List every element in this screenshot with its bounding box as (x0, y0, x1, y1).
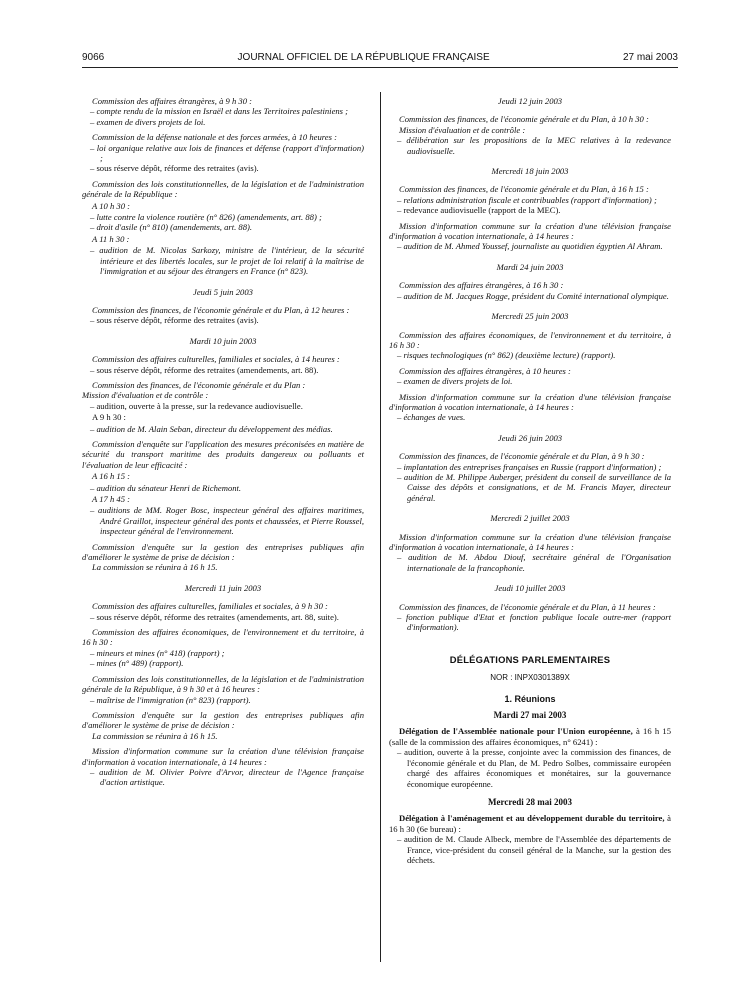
agenda-entry (389, 280, 671, 301)
meeting-entry (389, 813, 671, 865)
agenda-entry (389, 532, 671, 574)
entry-title: Commission des finances, de l'économie générale et du Plan, à 9 h 30 : (399, 451, 645, 462)
left-column (82, 96, 364, 793)
entry-subtitle: Mission d'évaluation et de contrôle : (82, 390, 209, 401)
agenda-entry (82, 380, 364, 434)
agenda-item: – sous réserve dépôt, réforme des retraites (avis). (90, 163, 259, 174)
date-heading: Mardi 10 juin 2003 (189, 335, 257, 346)
entry-title: Commission des finances, de l'économie générale et du Plan, à 10 h 30 : (399, 114, 649, 125)
entry-title: Commission des affaires étrangères, à 9 h 30 : (92, 96, 253, 106)
agenda-item: – audition de M. Ahmed Youssef, journaliste au quotidien égyptien Al Ahram. (397, 241, 663, 252)
agenda-item: – examen de divers projets de loi. (90, 116, 206, 127)
date-heading: Mercredi 2 juillet 2003 (490, 513, 570, 524)
agenda-item: – compte rendu de la mission en Israël et dans les Territoires palestiniens ; (90, 106, 349, 117)
entry-title: Commission des finances, de l'économie générale et du Plan, à 11 heures : (399, 601, 656, 612)
agenda-item: – relations administration fiscale et contribuables (rapport d'information) ; (397, 194, 657, 205)
meeting-entry (389, 726, 671, 788)
date-heading: Mercredi 18 juin 2003 (491, 166, 569, 177)
date-heading: Jeudi 26 juin 2003 (497, 432, 563, 443)
entry-title: Commission des affaires économiques, de l'environnement et du territoire, à 16 h 30 : (82, 627, 364, 648)
agenda-entry (389, 330, 671, 361)
agenda-item: – sous réserve dépôt, réforme des retraites (avis). (90, 315, 259, 326)
agenda-item: – audition de M. Nicolas Sarkozy, ministre de l'intérieur, de la sécurité intérieure et des libertés locales, sur le projet de loi relatif à la maîtrise de l'immigration et au séjour des étrangers en France (n° 823). (90, 245, 364, 277)
agenda-entry (389, 392, 671, 423)
agenda-item: – sous réserve dépôt, réforme des retraites (amendements, art. 88, suite). (90, 611, 339, 622)
agenda-item: – mineurs et mines (n° 418) (rapport) ; (90, 647, 225, 658)
entry-note: La commission se réunira à 16 h 15. (92, 562, 218, 573)
agenda-entry (82, 439, 364, 537)
agenda-entry (82, 542, 364, 573)
delegation-name: Délégation à l'aménagement et au développement durable du territoire, (399, 813, 665, 824)
date-heading: Mercredi 11 juin 2003 (184, 582, 262, 593)
subsection-title: 1. Réunions (504, 693, 556, 704)
agenda-item: – audition de M. Jacques Rogge, président du Comité international olympique. (397, 290, 669, 301)
agenda-entry (82, 710, 364, 741)
meeting-date: Mardi 27 mai 2003 (493, 710, 567, 721)
time-label: A 17 h 45 : (92, 494, 131, 504)
date-heading: Mardi 24 juin 2003 (496, 261, 564, 272)
page-header (82, 49, 678, 65)
column-divider (380, 92, 381, 962)
agenda-entry (389, 184, 671, 215)
agenda-item: – audition de M. Claude Albeck, membre de l'Assemblée des départements de France, vice-président du conseil général de la Manche, sur la gestion des déchets. (397, 834, 671, 865)
time-label: A 9 h 30 : (92, 412, 126, 423)
entry-title: Commission des finances, de l'économie générale et du Plan : (92, 379, 306, 390)
time-label: A 11 h 30 : (92, 233, 130, 244)
agenda-item: – implantation des entreprises françaises en Russie (rapport d'information) ; (397, 461, 662, 472)
agenda-entry (82, 601, 364, 622)
agenda-item: – auditions de MM. Roger Bosc, inspecteur général des affaires maritimes, André Graillot, inspecteur général des ponts et chaussées, et Pierre Roussel, inspecteur général de l'environnement. (90, 505, 364, 537)
date-heading: Mercredi 25 juin 2003 (491, 311, 569, 322)
date-heading: Jeudi 10 juillet 2003 (494, 583, 566, 594)
agenda-item: – droit d'asile (n° 810) (amendements, art. 88). (90, 222, 253, 233)
agenda-item: – audition de M. Philippe Auberger, président du conseil de surveillance de la Caisse des dépôts et consignations, et de M. Francis Mayer, directeur général. (397, 471, 671, 503)
agenda-item: – audition, ouverte à la presse, conjointe avec la commission des finances, de l'économie générale et du Plan, de M. Pedro Solbes, commissaire européen chargé des affaires économiques et monétaires, sur la gouvernance économique européenne. (397, 747, 671, 789)
meeting-details: à 16 h 15 (salle de la commission des affaires économiques, n° 6241) : (389, 726, 672, 747)
agenda-entry (389, 602, 671, 633)
issue-date: 27 mai 2003 (622, 51, 678, 63)
entry-title: Commission de la défense nationale et des forces armées, à 10 heures : (92, 132, 337, 143)
agenda-entry (82, 627, 364, 669)
agenda-entry (82, 746, 364, 788)
entry-title: Mission d'information commune sur la création d'une télévision française d'information à vocation internationale, à 14 heures : (389, 531, 671, 552)
agenda-item: – lutte contre la violence routière (n° 826) (amendements, art. 88) ; (90, 212, 322, 223)
entry-title: Mission d'information commune sur la création d'une télévision française d'information à vocation internationale, à 14 heures : (389, 220, 671, 242)
entry-title: Commission des lois constitutionnelles, de la législation et de l'administration générale de la République, à 9 h 30 et à 16 heures : (82, 673, 364, 695)
agenda-entry (389, 366, 671, 387)
entry-note: La commission se réunira à 16 h 15. (92, 730, 218, 741)
agenda-item: – examen de divers projets de loi. (397, 376, 513, 387)
agenda-item: – audition de M. Olivier Poivre d'Arvor, directeur de l'Agence française d'action artistique. (90, 766, 364, 788)
header-rule (82, 67, 678, 68)
meeting-date: Mercredi 28 mai 2003 (488, 796, 572, 807)
date-heading: Jeudi 5 juin 2003 (193, 286, 253, 297)
time-label: A 10 h 30 : (92, 200, 131, 211)
entry-title: Commission des affaires étrangères, à 16 h 30 : (399, 280, 564, 291)
agenda-item: – loi organique relative aux lois de finances et défense (rapport d'information) ; (90, 142, 364, 164)
time-label: A 16 h 15 : (92, 471, 131, 482)
agenda-item: – audition de M. Alain Seban, directeur du développement des médias. (90, 423, 333, 434)
agenda-item: – audition de M. Abdou Diouf, secrétaire général de l'Organisation internationale de la francophonie. (397, 552, 671, 573)
agenda-item: – maîtrise de l'immigration (n° 823) (rapport). (90, 694, 251, 705)
agenda-entry (82, 305, 364, 326)
agenda-item: – sous réserve dépôt, réforme des retraites (amendements, art. 88). (90, 364, 319, 375)
entry-title: Commission des affaires culturelles, familiales et sociales, à 9 h 30 : (92, 601, 328, 612)
right-column (389, 96, 671, 867)
section-title: DÉLÉGATIONS PARLEMENTAIRES (449, 653, 611, 665)
entry-title: Commission d'enquête sur la gestion des entreprises publiques afin d'améliorer le système de prise de décision : (82, 541, 364, 563)
entry-title: Commission des finances, de l'économie générale et du Plan, à 12 heures : (92, 304, 350, 315)
agenda-entry (82, 354, 364, 375)
agenda-entry (82, 96, 364, 127)
agenda-item: – audition, ouverte à la presse, sur la redevance audiovisuelle. (90, 400, 303, 411)
entry-title: Mission d'information commune sur la création d'une télévision française d'information à vocation internationale, à 14 heures : (389, 391, 671, 412)
entry-title: Commission d'enquête sur la gestion des entreprises publiques afin d'améliorer le système de prise de décision : (82, 709, 364, 731)
agenda-entry (82, 674, 364, 705)
entry-title: Commission des finances, de l'économie générale et du Plan, à 16 h 15 : (399, 184, 649, 195)
agenda-entry (82, 179, 364, 277)
entry-title: Commission des lois constitutionnelles, de la législation et de l'administration générale de la République : (82, 178, 364, 200)
agenda-entry (389, 114, 671, 156)
agenda-item: – délibération sur les propositions de la MEC relatives à la redevance audiovisuelle. (397, 135, 671, 156)
agenda-entry (389, 221, 671, 252)
entry-title: Commission des affaires économiques, de l'environnement et du territoire, à 16 h 30 : (389, 329, 671, 350)
agenda-entry (82, 132, 364, 174)
entry-title: Commission d'enquête sur l'application des mesures préconisées en matière de sécurité du transport maritime des produits dangereux ou polluants et l'évaluation de leur efficacité : (82, 438, 364, 470)
agenda-item: – échanges de vues. (397, 412, 466, 423)
delegation-name: Délégation de l'Assemblée nationale pour l'Union européenne, (399, 726, 633, 737)
date-heading: Jeudi 12 juin 2003 (497, 96, 563, 106)
page-number: 9066 (82, 51, 105, 63)
entry-title: Commission des affaires culturelles, familiales et sociales, à 14 heures : (92, 354, 340, 365)
nor-reference: NOR : INPX0301389X (490, 673, 570, 683)
entry-title: Mission d'information commune sur la création d'une télévision française d'information à vocation internationale, à 14 heures : (82, 746, 364, 767)
entry-subtitle: Mission d'évaluation et de contrôle : (399, 124, 526, 135)
agenda-entry (389, 451, 671, 503)
agenda-item: – fonction publique d'Etat et fonction publique locale outre-mer (rapport d'information). (397, 612, 671, 633)
journal-title: JOURNAL OFFICIEL DE LA RÉPUBLIQUE FRANÇAISE (237, 51, 490, 63)
meeting-details: à 16 h 30 (6e bureau) : (389, 813, 671, 834)
entry-title: Commission des affaires étrangères, à 10 heures : (399, 365, 571, 376)
agenda-item: – risques technologiques (n° 862) (deuxième lecture) (rapport). (397, 350, 616, 361)
agenda-item: – redevance audiovisuelle (rapport de la MEC). (397, 205, 561, 216)
agenda-item: – audition du sénateur Henri de Richemont. (90, 482, 242, 493)
agenda-item: – mines (n° 489) (rapport). (90, 658, 184, 669)
